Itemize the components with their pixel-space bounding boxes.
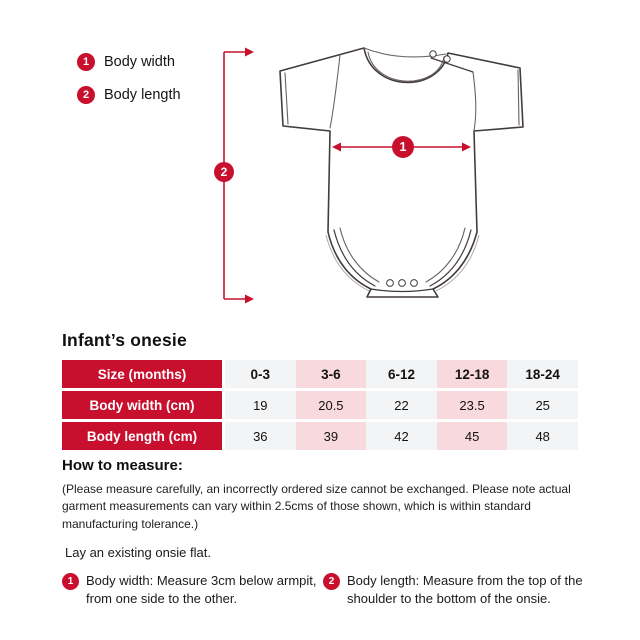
size-cell: 3-6 — [296, 360, 367, 388]
measure-intro-text: Lay an existing onsie flat. — [65, 545, 211, 561]
measure-disclaimer-text: (Please measure carefully, an incorrectly ordered size cannot be exchanged. Please note actual garment measurements can vary within 2.5cms of those shown, which is within standard manufacturing tolerance.) — [62, 482, 571, 531]
shoulder-snap-icon — [430, 51, 436, 57]
length-value-cell: 48 — [507, 422, 578, 450]
width-value-cell: 23.5 — [437, 391, 508, 419]
how-to-measure-section — [62, 457, 583, 609]
onesie-outline-drawing — [280, 48, 523, 297]
legend-label-body-width: Body width — [104, 54, 175, 70]
size-cell: 0-3 — [225, 360, 296, 388]
step-badge-1: 1 — [62, 573, 79, 590]
length-value-cell: 42 — [366, 422, 437, 450]
crotch-snap-icon — [411, 280, 418, 287]
table-row-body-length — [62, 422, 578, 450]
row-header-size: Size (months) — [62, 360, 222, 388]
width-value-cell: 25 — [507, 391, 578, 419]
size-table-title: Infant’s onesie — [62, 330, 187, 350]
legend-label-body-length: Body length — [104, 87, 181, 103]
size-cell: 6-12 — [366, 360, 437, 388]
step-body-length-text: Body length: Measure from the top of the shoulder to the bottom of the onsie. — [347, 573, 583, 607]
length-value-cell: 45 — [437, 422, 508, 450]
diagram-width-badge: 1 — [392, 136, 414, 158]
legend-badge-1: 1 — [77, 53, 95, 71]
row-header-body-length: Body length (cm) — [62, 422, 222, 450]
shoulder-snap-icon — [444, 56, 450, 62]
crotch-snap-icon — [387, 280, 394, 287]
crotch-snap-icon — [399, 280, 406, 287]
measure-steps — [62, 572, 583, 608]
size-cell: 12-18 — [437, 360, 508, 388]
length-value-cell: 39 — [296, 422, 367, 450]
size-table-section — [62, 330, 578, 453]
length-value-cell: 36 — [225, 422, 296, 450]
width-value-cell: 20.5 — [296, 391, 367, 419]
measure-legend — [77, 53, 181, 119]
step-body-length — [323, 572, 590, 608]
legend-badge-2: 2 — [77, 86, 95, 104]
legend-item-body-width — [77, 53, 181, 71]
step-body-width-text: Body width: Measure 3cm below armpit, from one side to the other. — [86, 573, 317, 607]
width-value-cell: 19 — [225, 391, 296, 419]
how-to-measure-heading: How to measure: — [62, 457, 183, 474]
size-table — [62, 360, 578, 450]
step-body-width — [62, 572, 323, 608]
table-row-sizes — [62, 360, 578, 388]
size-cell: 18-24 — [507, 360, 578, 388]
table-row-body-width — [62, 391, 578, 419]
diagram-length-badge: 2 — [214, 162, 234, 182]
step-badge-2: 2 — [323, 573, 340, 590]
legend-item-body-length — [77, 86, 181, 104]
width-value-cell: 22 — [366, 391, 437, 419]
row-header-body-width: Body width (cm) — [62, 391, 222, 419]
